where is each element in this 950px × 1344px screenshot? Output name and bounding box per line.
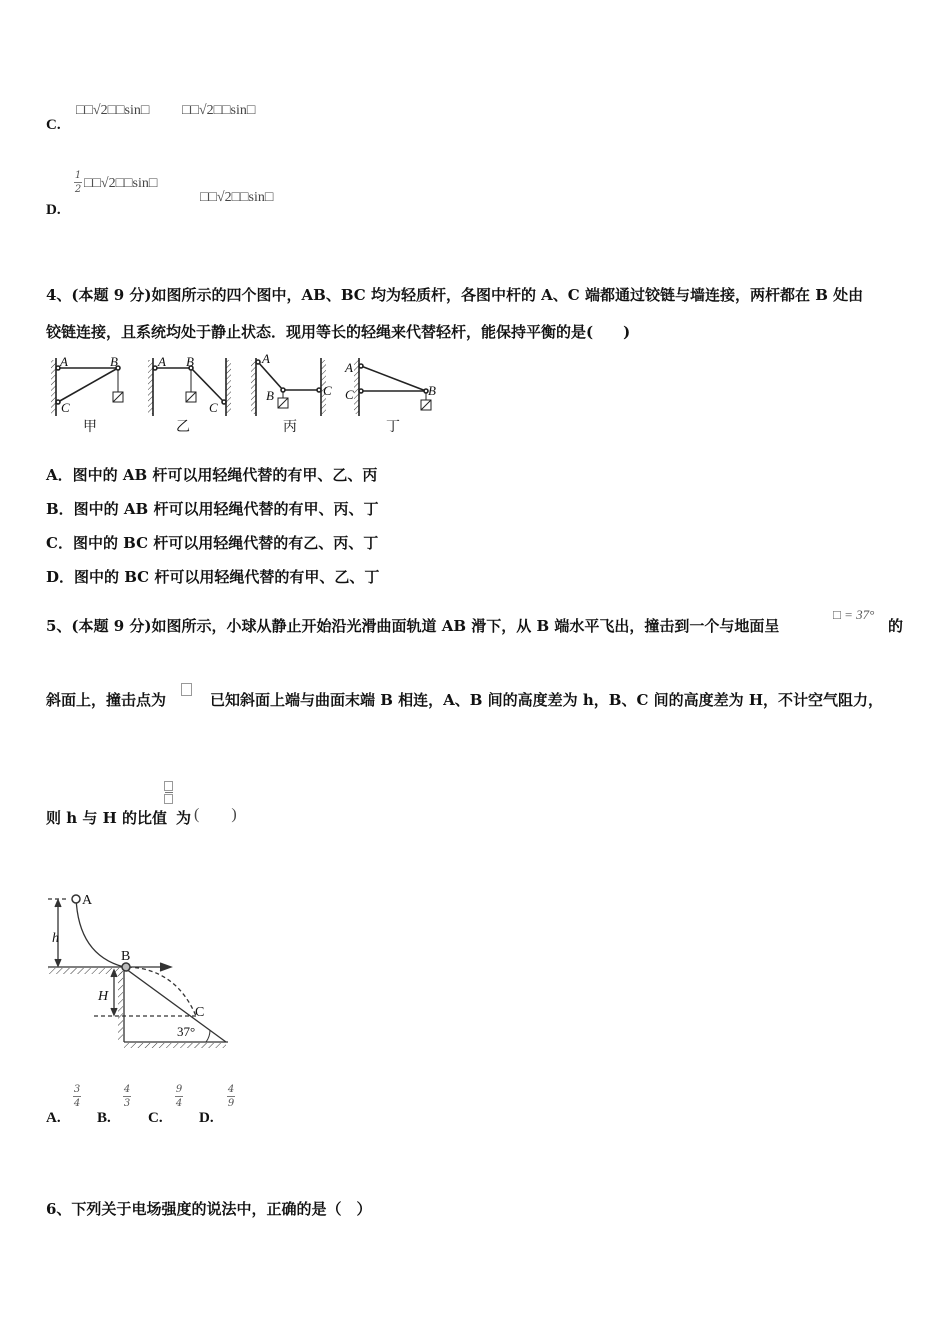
impact-point-symbol [181,683,192,696]
q5-stem-line3b: 为 [176,809,192,827]
q3-option-d [46,170,446,220]
q5-options [46,1082,266,1132]
label-a: A [158,354,166,369]
option-letter: C. [148,1110,163,1126]
option-letter: D. [199,1110,214,1126]
label-c: C [345,387,354,402]
figure-ding [354,358,431,416]
option-fraction [227,1084,235,1109]
numerator: 4 [123,1084,131,1095]
numerator: 4 [227,1084,235,1095]
label-angle: 37° [177,1024,196,1039]
figure-bing [251,358,326,416]
q5-figure [46,885,236,1050]
label-c: C [61,400,70,415]
q4-option-a: A．图中的 AB 杆可以用轻绳代替的有甲、乙、丙 [46,466,378,484]
option-fraction [73,1084,81,1109]
label-a: A [262,351,270,366]
figure-caption: 乙 [176,419,190,435]
formula: □□√2□□sin□ [84,176,158,191]
q4-option-c: C．图中的 BC 杆可以用轻绳代替的有乙、丙、丁 [46,534,379,552]
figure-caption: 丁 [386,419,400,435]
label-c: C [323,383,332,398]
option-letter: D. [46,202,61,218]
label-h: h [52,931,59,946]
denominator: 2 [74,184,82,195]
figure-caption: 丙 [283,419,297,435]
numerator: 3 [73,1084,81,1095]
denominator: 3 [123,1098,131,1109]
option-fraction [175,1084,183,1109]
q4-stem-line2: 铰链连接，且系统均处于静止状态．现用等长的轻绳来代替轻杆，能保持平衡的是( ) [46,323,631,341]
label-B: B [121,949,131,964]
q5-stem-line3a: 则 h 与 H 的比值 [46,809,167,827]
denominator: 9 [227,1098,235,1109]
q5-stem-line2a: 斜面上，撞击点为 [46,691,167,709]
label-b: B [186,354,194,369]
option-letter: B. [97,1110,111,1126]
formula: □□√2□□sin□ [182,103,256,118]
numerator: 1 [74,170,82,181]
label-H: H [98,989,109,1004]
formula: □□√2□□sin□ [200,190,274,205]
label-a: A [60,354,68,369]
option-fraction [123,1084,131,1109]
q5-stem-line2b: 已知斜面上端与曲面末端 B 相连，A、B 间的高度差为 h，B、C 间的高度差为 H，不计空气阻力， [210,691,884,709]
label-c: C [209,400,218,415]
q6-stem: 6、下列关于电场强度的说法中，正确的是（ ） [46,1200,372,1218]
denominator: 4 [73,1098,81,1109]
numerator: 9 [175,1084,183,1095]
ratio-fraction [163,781,174,804]
option-letter: A. [46,1110,61,1126]
q5-stem-line1: 5、(本题 9 分)如图所示，小球从静止开始沿光滑曲面轨道 AB 滑下，从 B 端水平飞出，撞击到一个与地面呈 [46,617,780,635]
option-letter: C. [46,117,61,133]
q4-stem-line1: 4、(本题 9 分)如图所示的四个图中，AB、BC 均为轻质杆，各图中杆的 A、C 端都通过铰链与墙连接，两杆都在 B 处由 [46,286,864,304]
label-b: B [110,354,118,369]
label-b: B [428,383,436,398]
figure-caption: 甲 [83,419,97,435]
formula: □□√2□□sin□ [76,103,150,118]
q5-stem-line1-end: 的 [888,617,904,635]
fraction [74,170,82,195]
label-A: A [82,893,93,908]
q4-option-b: B．图中的 AB 杆可以用轻绳代替的有甲、丙、丁 [46,500,379,518]
q4-option-d: D．图中的 BC 杆可以用轻绳代替的有甲、乙、丁 [46,568,380,586]
label-b: B [266,388,274,403]
q3-option-c [46,100,446,140]
angle-expression: □ = 37° [833,607,875,622]
q4-figures [46,350,446,440]
answer-blank: ( ) [194,806,237,823]
label-C: C [195,1005,205,1020]
denominator: 4 [175,1098,183,1109]
label-a: A [345,360,353,375]
